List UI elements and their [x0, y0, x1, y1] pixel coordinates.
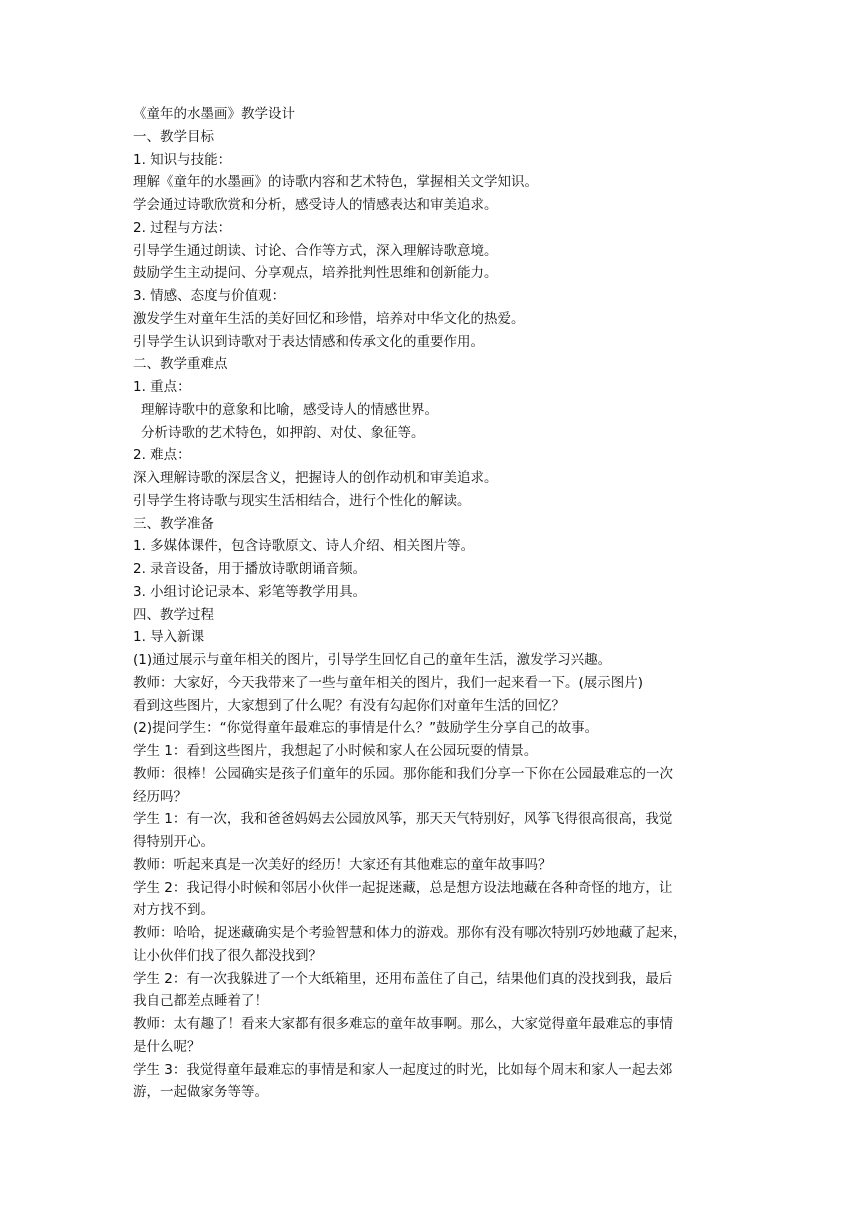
- dialogue-line: 教师：很棒！公园确实是孩子们童年的乐园。那你能和我们分享一下你在公园最难忘的一次: [133, 765, 673, 782]
- section-heading: 三、教学准备: [133, 515, 214, 532]
- subsection-heading: 1. 导入新课: [133, 629, 205, 646]
- dialogue-line: 得特别开心。: [133, 834, 214, 850]
- list-item: 1. 多媒体课件，包含诗歌原文、诗人介绍、相关图片等。: [133, 538, 475, 555]
- subsection-heading: 1. 重点：: [133, 379, 191, 395]
- section-heading: 四、教学过程: [133, 606, 214, 623]
- list-item: 3. 小组讨论记录本、彩笔等教学用具。: [133, 583, 367, 600]
- paragraph-line: 理解诗歌中的意象和比喻，感受诗人的情感世界。: [141, 401, 438, 418]
- dialogue-line: 是什么呢？: [133, 1038, 201, 1055]
- dialogue-line: 教师：大家好，今天我带来了一些与童年相关的图片，我们一起来看一下。(展示图片): [133, 674, 644, 691]
- dialogue-line: 教师：听起来真是一次美好的经历！大家还有其他难忘的童年故事吗？: [133, 856, 552, 873]
- subsection-heading: 2. 过程与方法：: [133, 219, 232, 236]
- section-heading: 二、教学重难点: [133, 356, 228, 373]
- dialogue-line: 经历吗？: [133, 788, 187, 805]
- dialogue-line: 学生 2：有一次我躲进了一个大纸箱里，还用布盖住了自己，结果他们真的没找到我，最后: [133, 970, 673, 987]
- paragraph-line: 学会通过诗歌欣赏和分析，感受诗人的情感表达和审美追求。: [133, 197, 498, 213]
- dialogue-line: 学生 1：有一次，我和爸爸妈妈去公园放风筝，那天天气特别好，风筝飞得很高很高，我觉: [133, 811, 673, 828]
- paragraph-line: 引导学生认识到诗歌对于表达情感和传承文化的重要作用。: [133, 333, 484, 350]
- dialogue-line: 对方找不到。: [133, 902, 214, 919]
- dialogue-line: 学生 3：我觉得童年最难忘的事情是和家人一起度过的时光，比如每个周末和家人一起去郊: [133, 1061, 673, 1078]
- document-body: [133, 103, 733, 1104]
- dialogue-line: 让小伙伴们找了很久都没找到？: [133, 947, 322, 964]
- paragraph-line: 分析诗歌的艺术特色，如押韵、对仗、象征等。: [141, 424, 425, 441]
- paragraph-line: 引导学生将诗歌与现实生活相结合，进行个性化的解读。: [133, 492, 471, 509]
- subsection-heading: 2. 难点：: [133, 447, 191, 464]
- dialogue-line: 看到这些图片，大家想到了什么呢？有没有勾起你们对童年生活的回忆？: [133, 697, 565, 714]
- document-title: 《童年的水墨画》教学设计: [133, 106, 295, 122]
- list-item: 2. 录音设备，用于播放诗歌朗诵音频。: [133, 561, 367, 577]
- dialogue-line: 我自己都差点睡着了！: [133, 993, 268, 1010]
- paragraph-line: (1)通过展示与童年相关的图片，引导学生回忆自己的童年生活，激发学习兴趣。: [133, 652, 612, 668]
- dialogue-line: 游，一起做家务等等。: [133, 1084, 268, 1101]
- section-heading: 一、教学目标: [133, 128, 214, 145]
- paragraph-line: 引导学生通过朗读、讨论、合作等方式，深入理解诗歌意境。: [133, 242, 498, 259]
- paragraph-line: (2)提问学生：“你觉得童年最难忘的事情是什么？”鼓励学生分享自己的故事。: [133, 720, 599, 737]
- dialogue-line: 教师：哈哈，捉迷藏确实是个考验智慧和体力的游戏。那你有没有哪次特别巧妙地藏了起来，: [133, 925, 687, 941]
- dialogue-line: 教师：太有趣了！看来大家都有很多难忘的童年故事啊。那么，大家觉得童年最难忘的事情: [133, 1016, 673, 1032]
- paragraph-line: 深入理解诗歌的深层含义，把握诗人的创作动机和审美追求。: [133, 470, 498, 486]
- paragraph-line: 鼓励学生主动提问、分享观点，培养批判性思维和创新能力。: [133, 265, 498, 282]
- subsection-heading: 3. 情感、态度与价值观：: [133, 288, 286, 304]
- paragraph-line: 理解《童年的水墨画》的诗歌内容和艺术特色，掌握相关文学知识。: [133, 174, 538, 191]
- dialogue-line: 学生 1：看到这些图片，我想起了小时候和家人在公园玩耍的情景。: [133, 743, 538, 759]
- paragraph-line: 激发学生对童年生活的美好回忆和珍惜，培养对中华文化的热爱。: [133, 310, 525, 327]
- dialogue-line: 学生 2：我记得小时候和邻居小伙伴一起捉迷藏，总是想方设法地藏在各种奇怪的地方，让: [133, 879, 673, 896]
- subsection-heading: 1. 知识与技能：: [133, 151, 232, 168]
